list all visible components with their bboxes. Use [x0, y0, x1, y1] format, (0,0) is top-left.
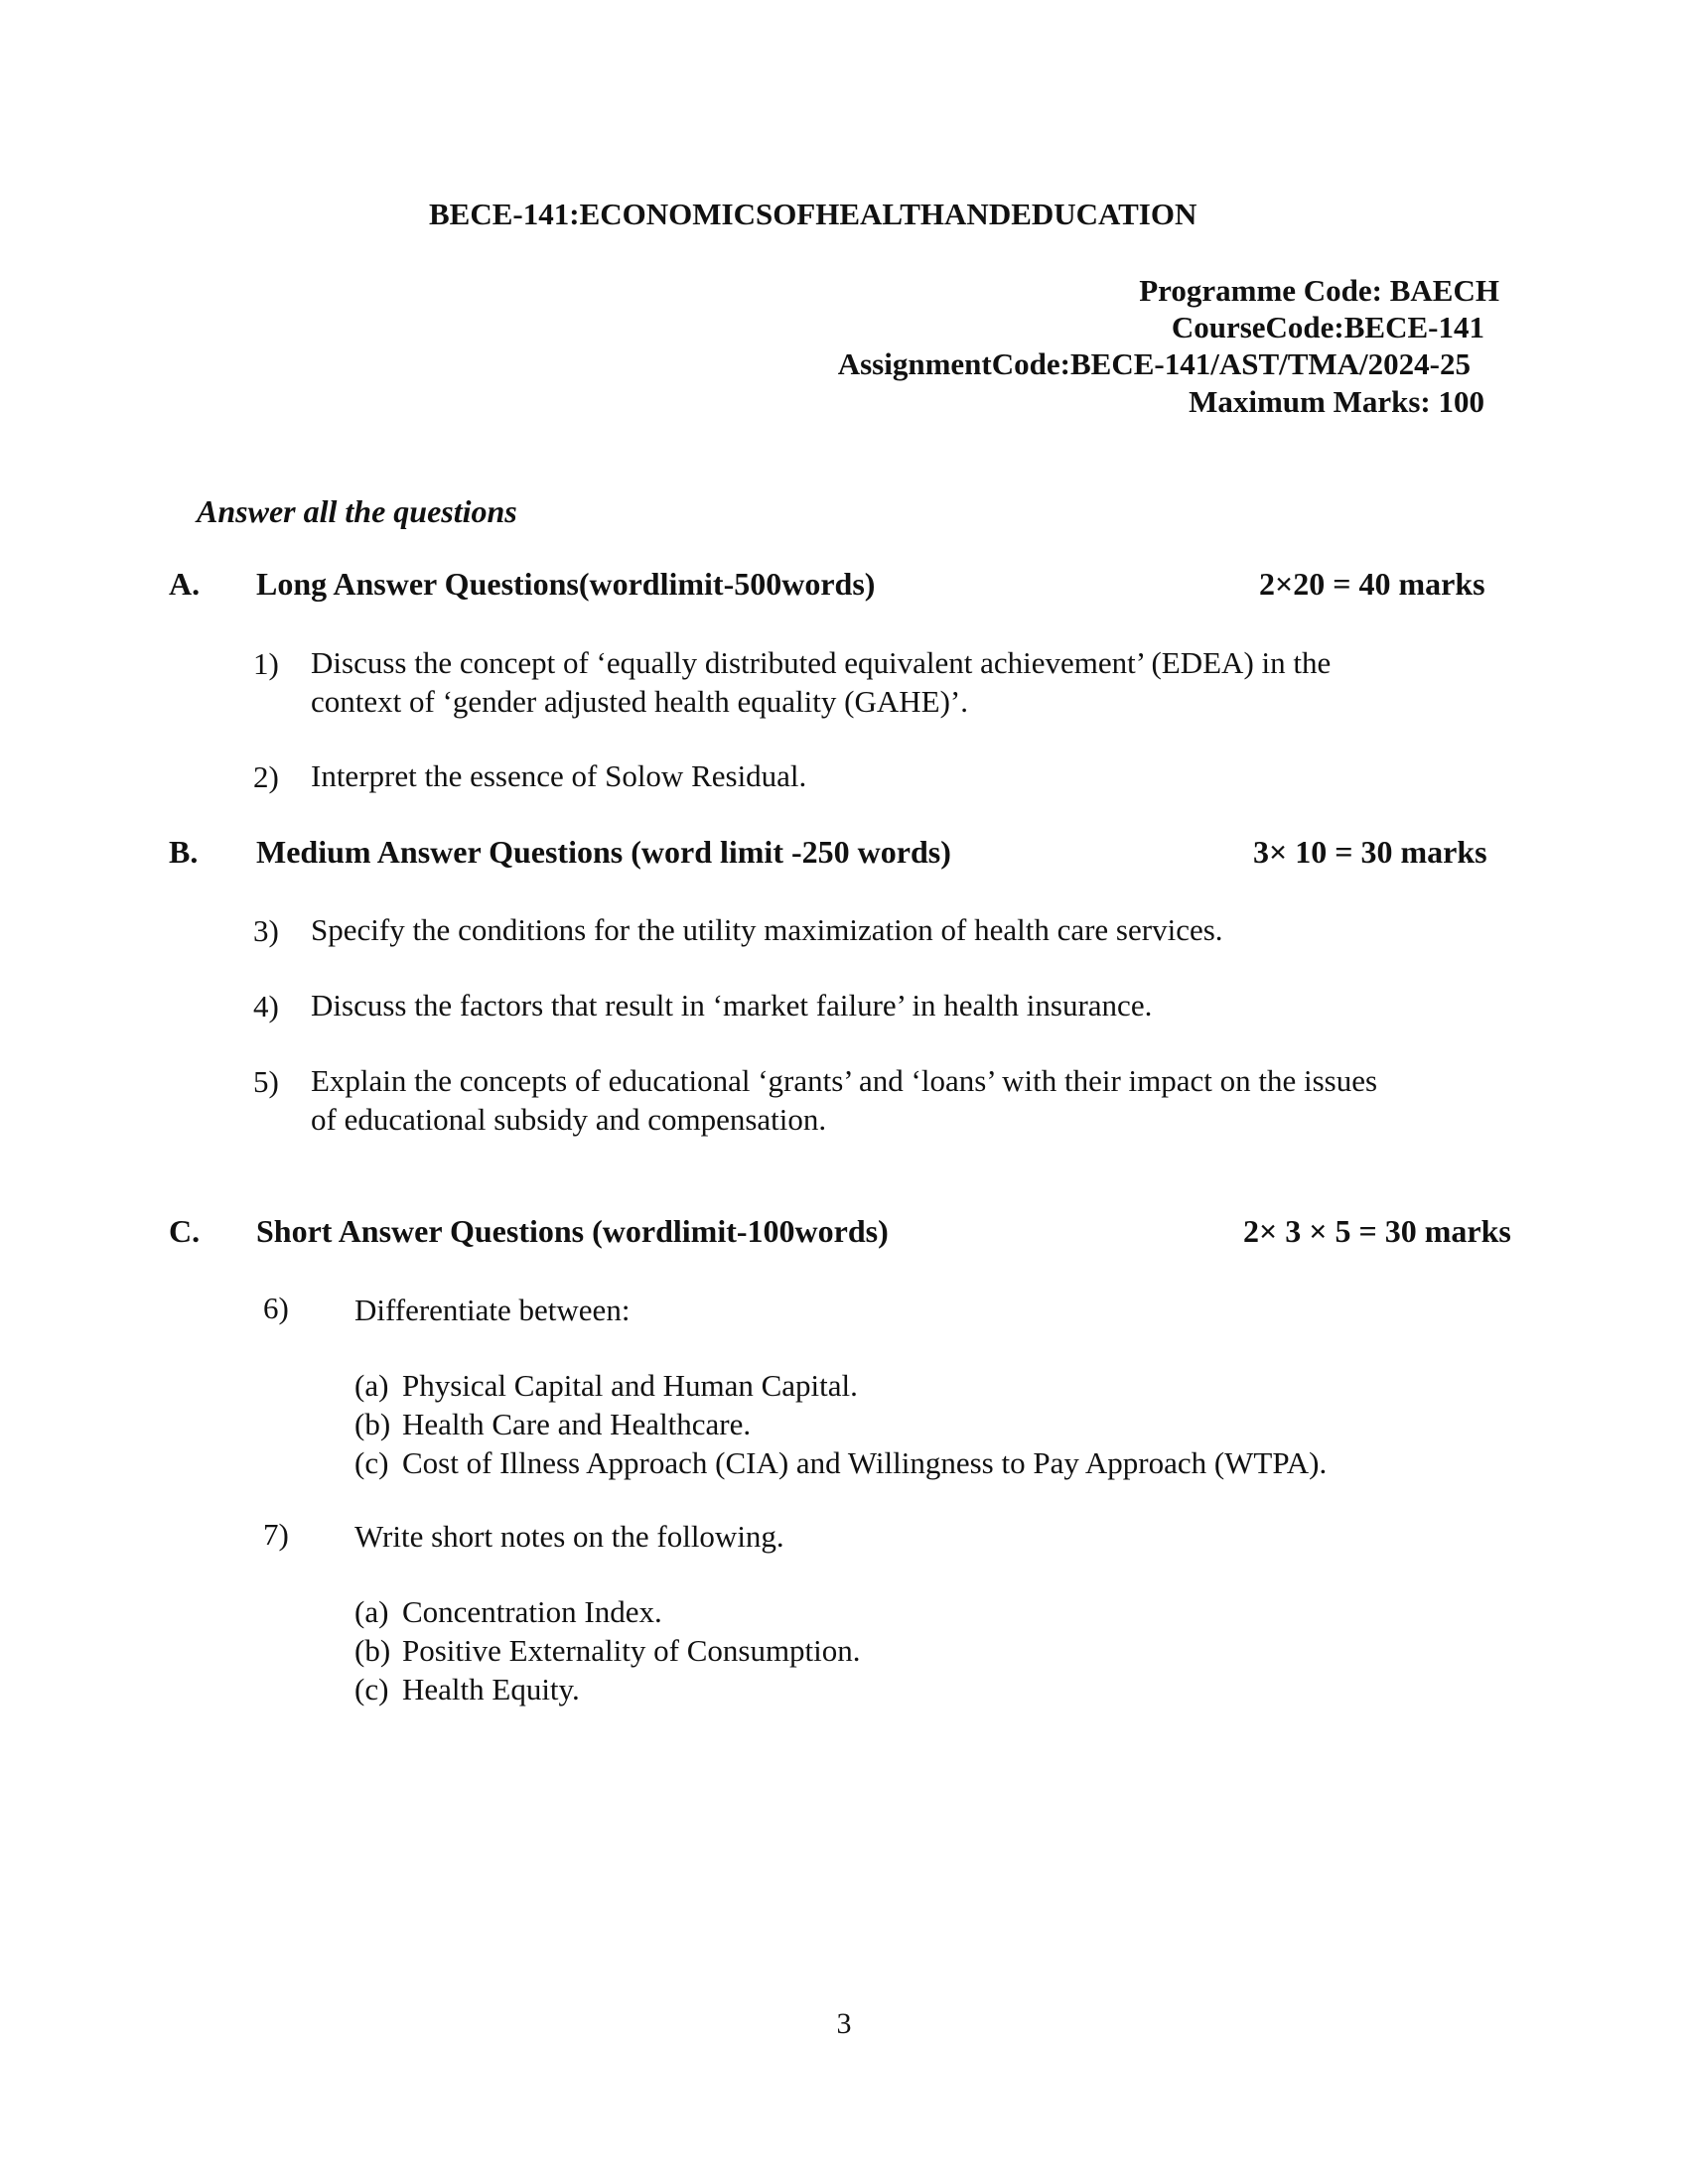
sub-item-text: Physical Capital and Human Capital.: [402, 1368, 858, 1403]
question-text: [311, 1061, 1377, 1139]
sub-item-label: (a): [354, 1594, 389, 1629]
sub-item-label: (b): [354, 1407, 391, 1441]
question-number: 7): [263, 1517, 289, 1552]
instruction: Answer all the questions: [197, 493, 517, 529]
question-number: 3): [253, 913, 279, 948]
section-c-letter: C.: [169, 1213, 201, 1249]
page-number: 3: [836, 2007, 852, 2040]
sub-item-text: Health Care and Healthcare.: [402, 1407, 752, 1441]
document-title: BECE-141:ECONOMICSOFHEALTHANDEDUCATION: [429, 197, 1197, 231]
sub-item-label: (c): [354, 1672, 389, 1706]
sub-item-text: Health Equity.: [402, 1672, 580, 1706]
sub-item-list: [354, 1366, 1327, 1482]
sub-item-label: (b): [354, 1633, 391, 1668]
question-line: of educational subsidy and compensation.: [311, 1102, 827, 1137]
course-code: CourseCode:BECE-141: [1171, 310, 1484, 344]
sub-item-text: Concentration Index.: [402, 1594, 662, 1629]
section-a-letter: A.: [169, 566, 201, 602]
question-number: 6): [263, 1291, 289, 1325]
sub-item: [354, 1366, 1327, 1405]
section-b-letter: B.: [169, 834, 199, 870]
question-text: Discuss the factors that result in ‘market failure’ in health insurance.: [311, 988, 1153, 1023]
question-line: Discuss the concept of ‘equally distributed equivalent achievement’ (EDEA) in the: [311, 645, 1332, 680]
maximum-marks: Maximum Marks: 100: [1189, 384, 1484, 419]
question-number: 1): [253, 646, 279, 681]
question-number: 4): [253, 989, 279, 1024]
question-text: [311, 643, 1331, 721]
sub-item-text: Positive Externality of Consumption.: [402, 1633, 861, 1668]
section-a-title: Long Answer Questions(wordlimit-500words): [256, 566, 876, 602]
section-b-title: Medium Answer Questions (word limit -250 words): [256, 834, 951, 870]
question-number: 5): [253, 1064, 279, 1099]
question-text: Differentiate between:: [354, 1293, 631, 1327]
section-b-marks: 3× 10 = 30 marks: [1253, 834, 1487, 870]
sub-item-text: Cost of Illness Approach (CIA) and Willingness to Pay Approach (WTPA).: [402, 1445, 1328, 1480]
sub-item: [354, 1670, 861, 1708]
question-number: 2): [253, 759, 279, 794]
question-line: context of ‘gender adjusted health equality (GAHE)’.: [311, 684, 968, 719]
assignment-code: AssignmentCode:BECE-141/AST/TMA/2024-25: [837, 346, 1471, 381]
sub-item: [354, 1443, 1327, 1482]
sub-item-label: (a): [354, 1368, 389, 1403]
section-c-marks: 2× 3 × 5 = 30 marks: [1243, 1213, 1511, 1249]
sub-item: [354, 1405, 1327, 1443]
sub-item: [354, 1592, 861, 1631]
sub-item-label: (c): [354, 1445, 389, 1480]
question-text: Specify the conditions for the utility maximization of health care services.: [311, 912, 1223, 947]
sub-item-list: [354, 1592, 861, 1708]
section-a-marks: 2×20 = 40 marks: [1259, 566, 1485, 602]
question-text: Write short notes on the following.: [354, 1519, 784, 1554]
section-c-title: Short Answer Questions (wordlimit-100words): [256, 1213, 889, 1249]
question-line: Explain the concepts of educational ‘grants’ and ‘loans’ with their impact on the issues: [311, 1063, 1378, 1098]
sub-item: [354, 1631, 861, 1670]
programme-code: Programme Code: BAECH: [1139, 273, 1499, 308]
question-text: Interpret the essence of Solow Residual.: [311, 758, 807, 793]
